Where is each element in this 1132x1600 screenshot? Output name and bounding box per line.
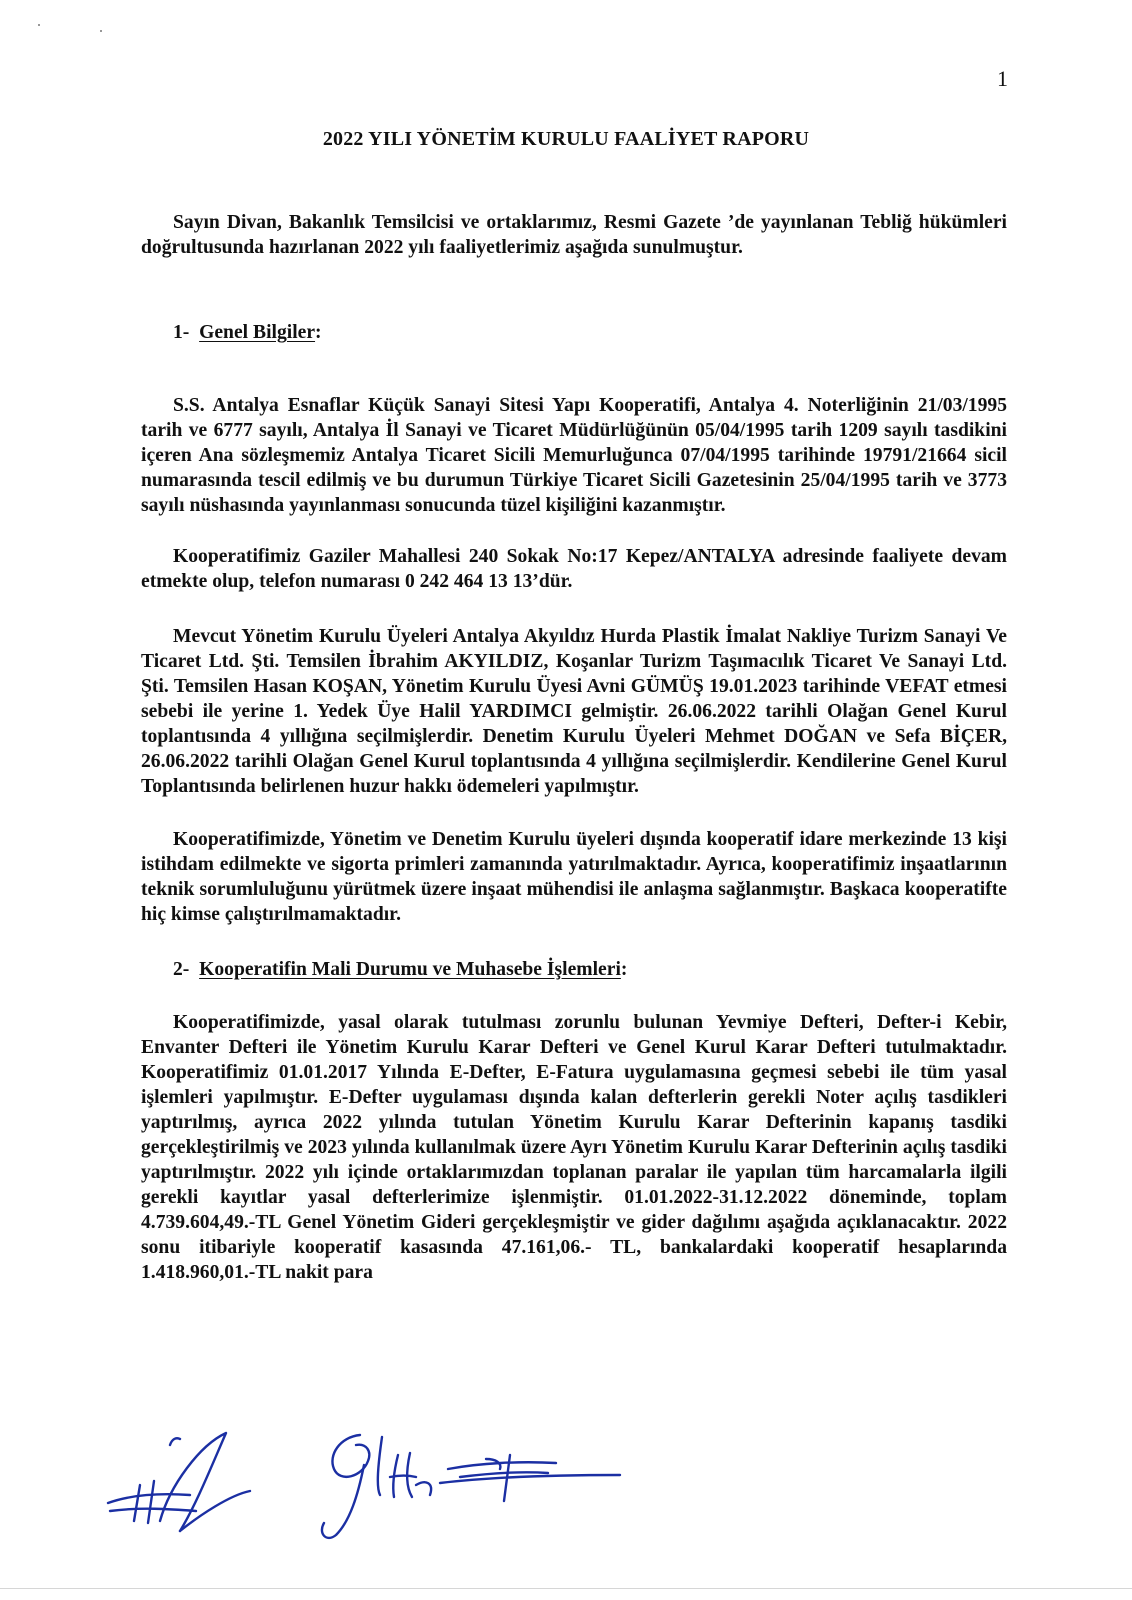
paragraph-accounting: Kooperatifimizde, yasal olarak tutulması zorunlu bulunan Yevmiye Defteri, Defter-i Kebir, Envanter Defteri ile Yönetim Kurulu Karar Defteri ve Genel Kurul Karar Defteri tutulmaktadır. Kooperatifimiz 01.01.2017 Yılında E-Defter, E-Fatura uygulamasına geçmesi sebebi ile tüm yasal işlemleri yapılmıştır. E-Defter uygulaması dışında kalan defterlerin gerekli Noter açılış tasdikleri yaptırılmış, ayrıca 2022 yılında tutulan Yönetim Kurulu Karar Defterinin kapanış tasdiki gerçekleştirilmiş ve 2023 yılında kullanılmak üzere Ayrı Yönetim Kurulu Karar Defterinin açılış tasdiki yaptırılmıştır. 2022 yılı içinde ortaklarımızdan toplanan paralar ile yapılan tüm harcamalarla ilgili gerekli kayıtlar yasal defterlerimize işlenmiştir. 01.01.2022-31.12.2022 döneminde, toplam 4.739.604,49.-TL Genel Yönetim Gideri gerçekleşmiştir ve gider dağılımı aşağıda açıklanacaktır. 2022 sonu itibariyle kooperatif kasasında 47.161,06.- TL, bankalardaki kooperatif hesaplarında 1.418.960,01.-TL nakit para	[141, 1012, 1007, 1283]
page-bottom-edge	[0, 1588, 1132, 1589]
section-number: 1-	[173, 322, 190, 343]
signature-1	[108, 1433, 250, 1531]
document-body	[141, 210, 1007, 1285]
section-title: Genel Bilgiler	[199, 322, 316, 343]
scan-speck	[38, 24, 40, 26]
paragraph-board-members: Mevcut Yönetim Kurulu Üyeleri Antalya Akyıldız Hurda Plastik İmalat Nakliye Turizm Sanayi Ve Ticaret Ltd. Şti. Temsilen İbrahim AKYILDIZ, Koşanlar Turizm Taşımacılık Ticaret Ve Sanayi Ltd. Şti. Temsilen Hasan KOŞAN, Yönetim Kurulu Üyesi Avni GÜMÜŞ 19.01.2023 tarihinde VEFAT etmesi sebebi ile yerine 1. Yedek Üye Halil YARDIMCI gelmiştir. 26.06.2022 tarihli Olağan Genel Kurul toplantısında 4 yıllığına seçilmişlerdir. Denetim Kurulu Üyeleri Mehmet DOĞAN ve Sefa BİÇER, 26.06.2022 tarihli Olağan Genel Kurul toplantısında 4 yıllığına seçilmişlerdir. Kendilerine Genel Kurul Toplantısında belirlenen huzur hakkı ödemeleri yapılmıştır.	[141, 626, 1007, 797]
section-number: 2-	[173, 959, 190, 980]
paragraph-establishment: S.S. Antalya Esnaflar Küçük Sanayi Sitesi Yapı Kooperatifi, Antalya 4. Noterliğinin 21/03/1995 tarih ve 6777 sayılı, Antalya İl Sanayi ve Ticaret Müdürlüğünün 05/04/1995 tarih 1209 sayılı tasdikini içeren Ana sözleşmemiz Antalya Ticaret Sicili Memurluğunca 07/04/1995 tarihinde 19791/21664 sicil numarasında tescil edilmiş ve bu durumun Türkiye Ticaret Sicili Gazetesinin 25/04/1995 tarih ve 3773 sayılı nüshasında yayınlanması sonucunda tüzel kişiliğini kazanmıştır.	[141, 395, 1007, 516]
signature-2	[322, 1435, 431, 1538]
page-number: 1	[997, 66, 1008, 91]
paragraph-employees: Kooperatifimizde, Yönetim ve Denetim Kurulu üyeleri dışında kooperatif idare merkezinde 13 kişi istihdam edilmekte ve sigorta primleri zamanında yatırılmaktadır. Ayrıca, kooperatifimiz inşaatlarının teknik sorumluluğunu yürütmek üzere inşaat mühendisi ile anlaşma sağlanmıştır. Başkaca kooperatifte hiç kimse çalıştırılmamaktadır.	[141, 829, 1007, 925]
scan-speck	[100, 30, 102, 32]
section-heading-finance: 2- Kooperatifin Mali Durumu ve Muhasebe İşlemleri:	[173, 959, 628, 980]
paragraph-address: Kooperatifimiz Gaziler Mahallesi 240 Sokak No:17 Kepez/ANTALYA adresinde faaliyete devam etmekte olup, telefon numarası 0 242 464 13 13’dür.	[141, 546, 1007, 592]
section-heading-general-info: 1- Genel Bilgiler:	[173, 322, 322, 343]
section-title: Kooperatifin Mali Durumu ve Muhasebe İşlemleri	[199, 959, 621, 980]
signature-3	[440, 1455, 620, 1501]
signatures	[100, 1425, 660, 1565]
intro-paragraph: Sayın Divan, Bakanlık Temsilcisi ve ortaklarımız, Resmi Gazete ’de yayınlanan Tebliğ hükümleri doğrultusunda hazırlanan 2022 yılı faaliyetlerimiz aşağıda sunulmuştur.	[141, 212, 1007, 258]
document-title: 2022 YILI YÖNETİM KURULU FAALİYET RAPORU	[322, 128, 810, 150]
